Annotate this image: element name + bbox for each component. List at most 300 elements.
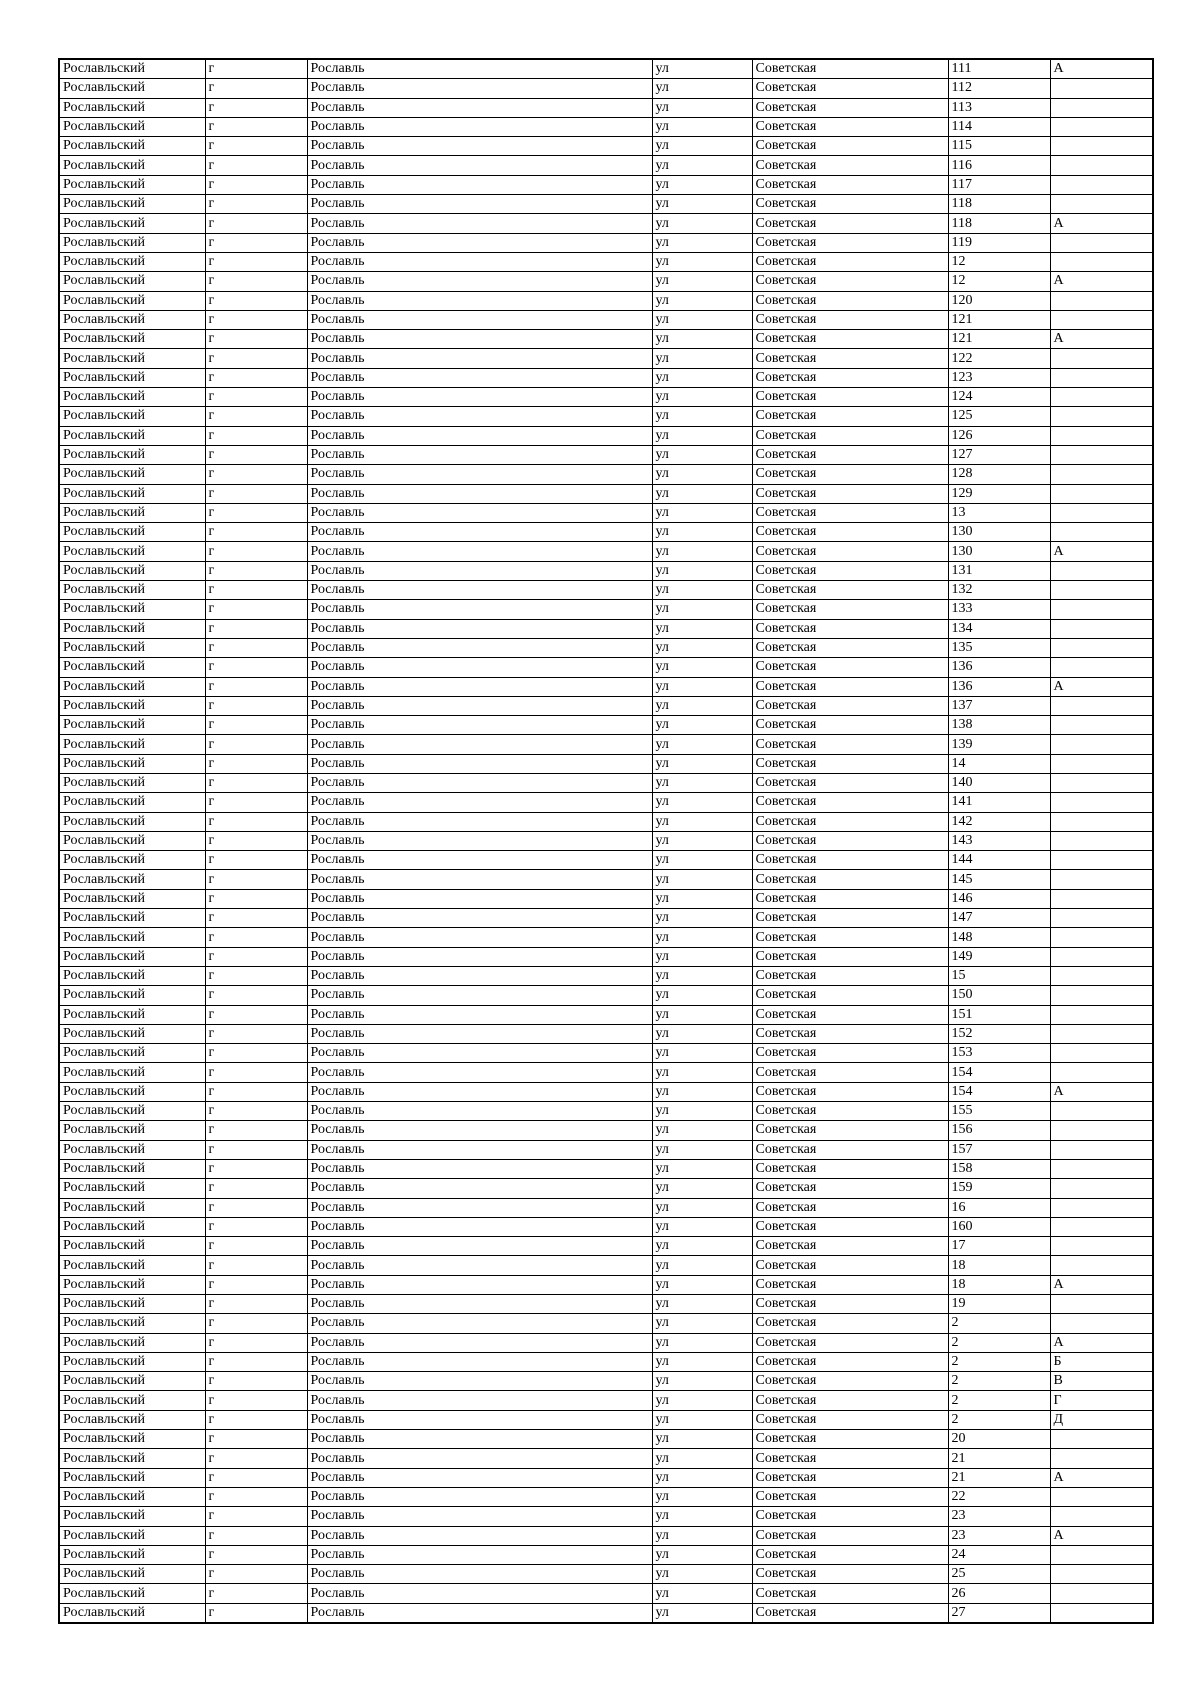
street-type-cell: ул [652,735,752,754]
street-type-cell: ул [652,1198,752,1217]
house-number-cell: 114 [948,117,1050,136]
table-row [59,79,1153,98]
table-row [59,773,1153,792]
street-name-cell: Советская [752,696,948,715]
district-cell: Рославльский [59,175,205,194]
street-name-cell: Советская [752,445,948,464]
table-row [59,465,1153,484]
table-row [59,542,1153,561]
street-name-cell: Советская [752,233,948,252]
street-type-cell: ул [652,1333,752,1352]
house-letter-cell [1050,368,1153,387]
settlement-type-cell: г [205,1507,307,1526]
settlement-type-cell: г [205,1179,307,1198]
house-letter-cell [1050,1237,1153,1256]
house-number-cell: 160 [948,1217,1050,1236]
table-row [59,445,1153,464]
street-type-cell: ул [652,195,752,214]
house-number-cell: 116 [948,156,1050,175]
street-name-cell: Советская [752,1468,948,1487]
street-name-cell: Советская [752,1121,948,1140]
settlement-name-cell: Рославль [307,1430,652,1449]
settlement-name-cell: Рославль [307,581,652,600]
district-cell: Рославльский [59,1024,205,1043]
district-cell: Рославльский [59,909,205,928]
house-number-cell: 150 [948,986,1050,1005]
house-number-cell: 127 [948,445,1050,464]
street-type-cell: ул [652,542,752,561]
street-name-cell: Советская [752,1410,948,1429]
settlement-type-cell: г [205,1082,307,1101]
street-type-cell: ул [652,677,752,696]
district-cell: Рославльский [59,1198,205,1217]
settlement-name-cell: Рославль [307,1468,652,1487]
house-number-cell: 121 [948,330,1050,349]
settlement-name-cell: Рославль [307,773,652,792]
settlement-name-cell: Рославль [307,1410,652,1429]
settlement-name-cell: Рославль [307,1372,652,1391]
district-cell: Рославльский [59,1044,205,1063]
district-cell: Рославльский [59,117,205,136]
house-number-cell: 118 [948,195,1050,214]
house-number-cell: 119 [948,233,1050,252]
table-row [59,407,1153,426]
settlement-type-cell: г [205,79,307,98]
house-letter-cell [1050,291,1153,310]
street-name-cell: Советская [752,677,948,696]
table-row [59,658,1153,677]
district-cell: Рославльский [59,1430,205,1449]
house-number-cell: 27 [948,1603,1050,1623]
house-number-cell: 121 [948,310,1050,329]
street-type-cell: ул [652,137,752,156]
table-row [59,928,1153,947]
table-row [59,831,1153,850]
district-cell: Рославльский [59,986,205,1005]
street-name-cell: Советская [752,291,948,310]
settlement-type-cell: г [205,1275,307,1294]
street-type-cell: ул [652,1044,752,1063]
house-number-cell: 25 [948,1565,1050,1584]
settlement-name-cell: Рославль [307,1140,652,1159]
house-number-cell: 18 [948,1256,1050,1275]
street-name-cell: Советская [752,214,948,233]
settlement-type-cell: г [205,291,307,310]
table-row [59,1468,1153,1487]
table-row [59,1545,1153,1564]
street-type-cell: ул [652,600,752,619]
settlement-type-cell: г [205,1333,307,1352]
street-name-cell: Советская [752,1372,948,1391]
street-type-cell: ул [652,330,752,349]
table-row [59,677,1153,696]
settlement-type-cell: г [205,870,307,889]
street-name-cell: Советская [752,117,948,136]
table-row [59,1603,1153,1623]
house-letter-cell [1050,1584,1153,1603]
street-type-cell: ул [652,1603,752,1623]
house-number-cell: 155 [948,1102,1050,1121]
table-row [59,1391,1153,1410]
settlement-type-cell: г [205,1044,307,1063]
district-cell: Рославльский [59,1526,205,1545]
house-number-cell: 132 [948,581,1050,600]
street-type-cell: ул [652,1295,752,1314]
table-row [59,1237,1153,1256]
district-cell: Рославльский [59,407,205,426]
settlement-type-cell: г [205,754,307,773]
house-number-cell: 133 [948,600,1050,619]
street-type-cell: ул [652,1102,752,1121]
address-table [58,58,1154,1624]
street-name-cell: Советская [752,407,948,426]
settlement-name-cell: Рославль [307,851,652,870]
house-number-cell: 118 [948,214,1050,233]
table-row [59,1487,1153,1506]
district-cell: Рославльский [59,1352,205,1371]
street-name-cell: Советская [752,1005,948,1024]
settlement-type-cell: г [205,349,307,368]
district-cell: Рославльский [59,716,205,735]
settlement-name-cell: Рославль [307,1507,652,1526]
district-cell: Рославльский [59,1179,205,1198]
table-row [59,1121,1153,1140]
street-name-cell: Советская [752,1430,948,1449]
street-type-cell: ул [652,1256,752,1275]
street-type-cell: ул [652,889,752,908]
street-name-cell: Советская [752,831,948,850]
house-letter-cell [1050,1295,1153,1314]
settlement-type-cell: г [205,1198,307,1217]
house-letter-cell [1050,233,1153,252]
settlement-type-cell: г [205,330,307,349]
settlement-name-cell: Рославль [307,1024,652,1043]
table-row [59,696,1153,715]
street-type-cell: ул [652,426,752,445]
district-cell: Рославльский [59,1217,205,1236]
street-type-cell: ул [652,851,752,870]
house-letter-cell [1050,465,1153,484]
table-row [59,233,1153,252]
district-cell: Рославльский [59,330,205,349]
settlement-type-cell: г [205,1121,307,1140]
house-letter-cell [1050,523,1153,542]
house-letter-cell: А [1050,59,1153,79]
street-name-cell: Советская [752,272,948,291]
table-row [59,966,1153,985]
table-row [59,484,1153,503]
settlement-type-cell: г [205,986,307,1005]
table-row [59,1179,1153,1198]
street-name-cell: Советская [752,503,948,522]
house-number-cell: 111 [948,59,1050,79]
settlement-name-cell: Рославль [307,349,652,368]
street-name-cell: Советская [752,1024,948,1043]
settlement-name-cell: Рославль [307,1275,652,1294]
house-number-cell: 126 [948,426,1050,445]
district-cell: Рославльский [59,754,205,773]
district-cell: Рославльский [59,638,205,657]
district-cell: Рославльский [59,1237,205,1256]
house-number-cell: 112 [948,79,1050,98]
house-letter-cell [1050,928,1153,947]
house-number-cell: 2 [948,1410,1050,1429]
district-cell: Рославльский [59,1468,205,1487]
district-cell: Рославльский [59,272,205,291]
house-number-cell: 26 [948,1584,1050,1603]
district-cell: Рославльский [59,1333,205,1352]
street-type-cell: ул [652,117,752,136]
house-number-cell: 159 [948,1179,1050,1198]
house-number-cell: 140 [948,773,1050,792]
house-number-cell: 17 [948,1237,1050,1256]
settlement-type-cell: г [205,1314,307,1333]
table-row [59,754,1153,773]
house-number-cell: 113 [948,98,1050,117]
street-name-cell: Советская [752,1449,948,1468]
house-letter-cell [1050,1179,1153,1198]
house-number-cell: 142 [948,812,1050,831]
settlement-name-cell: Рославль [307,445,652,464]
house-number-cell: 158 [948,1159,1050,1178]
settlement-name-cell: Рославль [307,600,652,619]
street-type-cell: ул [652,523,752,542]
settlement-type-cell: г [205,600,307,619]
table-row [59,98,1153,117]
table-row [59,638,1153,657]
house-number-cell: 135 [948,638,1050,657]
house-number-cell: 15 [948,966,1050,985]
settlement-name-cell: Рославль [307,1005,652,1024]
street-type-cell: ул [652,831,752,850]
settlement-name-cell: Рославль [307,1391,652,1410]
house-letter-cell [1050,1507,1153,1526]
house-letter-cell: А [1050,1082,1153,1101]
settlement-name-cell: Рославль [307,79,652,98]
house-letter-cell [1050,658,1153,677]
house-letter-cell [1050,117,1153,136]
district-cell: Рославльский [59,1449,205,1468]
settlement-name-cell: Рославль [307,1179,652,1198]
house-number-cell: 2 [948,1314,1050,1333]
settlement-type-cell: г [205,638,307,657]
street-type-cell: ул [652,1179,752,1198]
settlement-type-cell: г [205,1372,307,1391]
settlement-name-cell: Рославль [307,1198,652,1217]
settlement-name-cell: Рославль [307,1565,652,1584]
street-type-cell: ул [652,1468,752,1487]
street-type-cell: ул [652,272,752,291]
house-number-cell: 19 [948,1295,1050,1314]
settlement-name-cell: Рославль [307,928,652,947]
settlement-type-cell: г [205,581,307,600]
district-cell: Рославльский [59,658,205,677]
district-cell: Рославльский [59,195,205,214]
street-name-cell: Советская [752,619,948,638]
settlement-type-cell: г [205,1140,307,1159]
settlement-type-cell: г [205,484,307,503]
street-name-cell: Советская [752,1333,948,1352]
house-letter-cell [1050,156,1153,175]
street-name-cell: Советская [752,465,948,484]
district-cell: Рославльский [59,214,205,233]
settlement-type-cell: г [205,1217,307,1236]
district-cell: Рославльский [59,1275,205,1294]
district-cell: Рославльский [59,561,205,580]
street-type-cell: ул [652,1584,752,1603]
district-cell: Рославльский [59,870,205,889]
settlement-name-cell: Рославль [307,233,652,252]
table-row [59,1333,1153,1352]
house-letter-cell [1050,1256,1153,1275]
settlement-name-cell: Рославль [307,195,652,214]
district-cell: Рославльский [59,581,205,600]
settlement-name-cell: Рославль [307,966,652,985]
settlement-name-cell: Рославль [307,716,652,735]
house-letter-cell: А [1050,330,1153,349]
table-row [59,1449,1153,1468]
house-number-cell: 2 [948,1333,1050,1352]
street-type-cell: ул [652,1063,752,1082]
street-name-cell: Советская [752,252,948,271]
street-name-cell: Советская [752,1159,948,1178]
settlement-name-cell: Рославль [307,252,652,271]
house-letter-cell [1050,1449,1153,1468]
settlement-type-cell: г [205,1430,307,1449]
district-cell: Рославльский [59,831,205,850]
house-letter-cell: А [1050,214,1153,233]
house-letter-cell [1050,79,1153,98]
district-cell: Рославльский [59,98,205,117]
table-row [59,426,1153,445]
house-letter-cell [1050,310,1153,329]
street-type-cell: ул [652,619,752,638]
house-letter-cell [1050,1044,1153,1063]
settlement-type-cell: г [205,658,307,677]
house-letter-cell [1050,889,1153,908]
house-letter-cell [1050,1487,1153,1506]
street-name-cell: Советская [752,735,948,754]
house-letter-cell [1050,851,1153,870]
house-letter-cell: А [1050,272,1153,291]
street-type-cell: ул [652,1024,752,1043]
house-letter-cell [1050,1198,1153,1217]
street-type-cell: ул [652,291,752,310]
settlement-type-cell: г [205,117,307,136]
street-type-cell: ул [652,310,752,329]
street-name-cell: Советская [752,79,948,98]
settlement-type-cell: г [205,542,307,561]
house-letter-cell [1050,696,1153,715]
settlement-name-cell: Рославль [307,677,652,696]
table-row [59,310,1153,329]
street-type-cell: ул [652,909,752,928]
street-name-cell: Советская [752,1565,948,1584]
house-number-cell: 156 [948,1121,1050,1140]
settlement-type-cell: г [205,831,307,850]
settlement-type-cell: г [205,233,307,252]
settlement-name-cell: Рославль [307,1102,652,1121]
settlement-name-cell: Рославль [307,523,652,542]
settlement-type-cell: г [205,252,307,271]
settlement-name-cell: Рославль [307,310,652,329]
street-type-cell: ул [652,407,752,426]
house-number-cell: 2 [948,1352,1050,1371]
settlement-name-cell: Рославль [307,1449,652,1468]
street-type-cell: ул [652,1449,752,1468]
table-row [59,1159,1153,1178]
settlement-type-cell: г [205,445,307,464]
street-name-cell: Советская [752,310,948,329]
street-name-cell: Советская [752,1314,948,1333]
district-cell: Рославльский [59,1140,205,1159]
street-type-cell: ул [652,1372,752,1391]
table-row [59,1314,1153,1333]
table-row [59,1217,1153,1236]
street-type-cell: ул [652,1275,752,1294]
district-cell: Рославльский [59,1507,205,1526]
table-row [59,349,1153,368]
table-row [59,716,1153,735]
street-type-cell: ул [652,870,752,889]
street-type-cell: ул [652,986,752,1005]
table-row [59,388,1153,407]
street-name-cell: Советская [752,1102,948,1121]
table-row [59,175,1153,194]
district-cell: Рославльский [59,310,205,329]
street-name-cell: Советская [752,1526,948,1545]
street-type-cell: ул [652,1121,752,1140]
settlement-name-cell: Рославль [307,1545,652,1564]
street-type-cell: ул [652,1545,752,1564]
street-type-cell: ул [652,1507,752,1526]
settlement-type-cell: г [205,1005,307,1024]
table-row [59,986,1153,1005]
house-letter-cell: А [1050,1275,1153,1294]
settlement-name-cell: Рославль [307,272,652,291]
settlement-type-cell: г [205,1584,307,1603]
street-name-cell: Советская [752,195,948,214]
street-type-cell: ул [652,696,752,715]
table-row [59,195,1153,214]
settlement-name-cell: Рославль [307,889,652,908]
table-row [59,947,1153,966]
district-cell: Рославльский [59,426,205,445]
house-letter-cell [1050,98,1153,117]
settlement-type-cell: г [205,503,307,522]
district-cell: Рославльский [59,79,205,98]
table-row [59,214,1153,233]
district-cell: Рославльский [59,503,205,522]
settlement-type-cell: г [205,1063,307,1082]
house-letter-cell: А [1050,1333,1153,1352]
street-name-cell: Советская [752,1507,948,1526]
table-row [59,1430,1153,1449]
settlement-name-cell: Рославль [307,1217,652,1236]
house-number-cell: 20 [948,1430,1050,1449]
settlement-type-cell: г [205,1468,307,1487]
house-letter-cell [1050,1217,1153,1236]
district-cell: Рославльский [59,349,205,368]
table-row [59,1584,1153,1603]
house-number-cell: 149 [948,947,1050,966]
house-number-cell: 128 [948,465,1050,484]
settlement-type-cell: г [205,1603,307,1623]
street-type-cell: ул [652,503,752,522]
street-name-cell: Советская [752,542,948,561]
settlement-name-cell: Рославль [307,388,652,407]
street-name-cell: Советская [752,1063,948,1082]
